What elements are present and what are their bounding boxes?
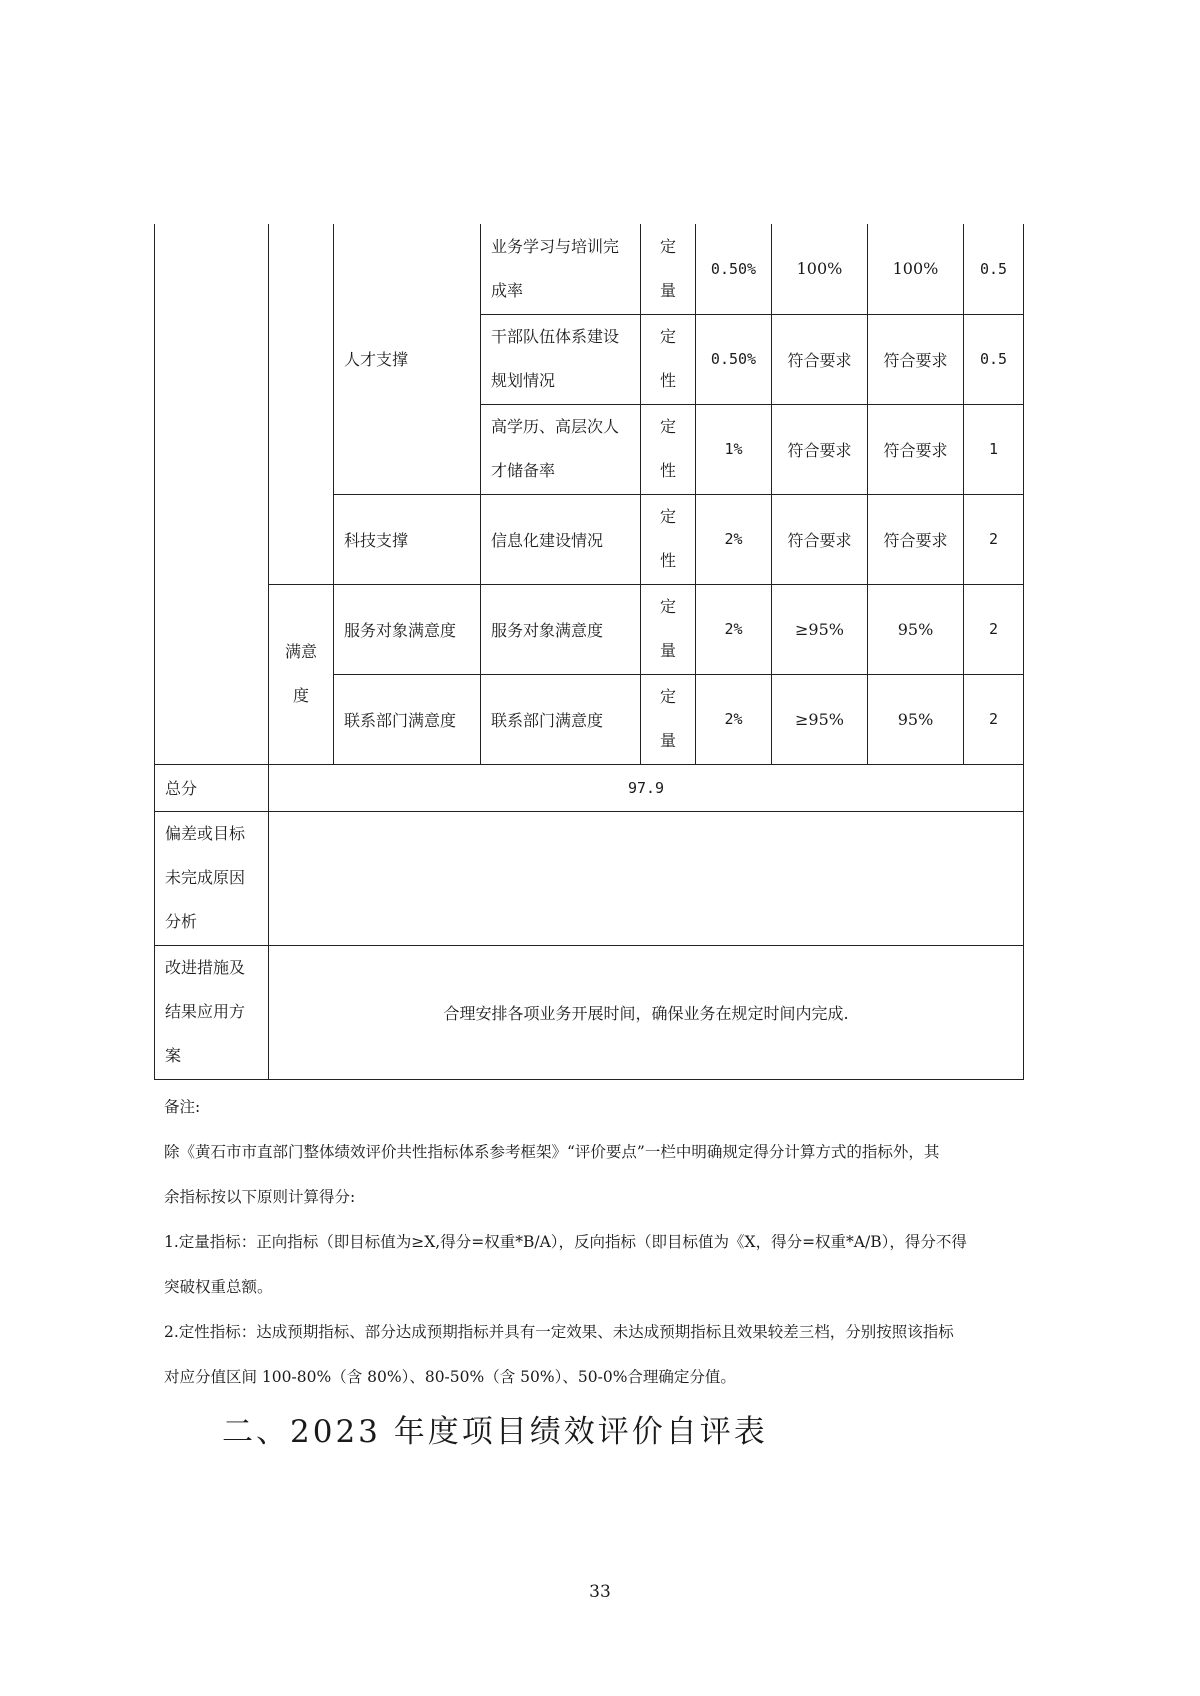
deviation-label: 偏差或目标 未完成原因 分析: [155, 811, 269, 945]
notes-block: [164, 1085, 1004, 1400]
notes-line: 余指标按以下原则计算得分:: [164, 1188, 356, 1206]
page-number: 33: [589, 1582, 611, 1602]
indicator-cell: 干部队伍体系建设 规划情况: [481, 314, 641, 404]
target-cell: ≥95%: [772, 584, 868, 674]
improvement-label: 改进措施及 结果应用方 案: [155, 945, 269, 1079]
group-satisfaction: 满意 度: [269, 584, 334, 764]
type-cell: 定 性: [641, 314, 696, 404]
target-cell: ≥95%: [772, 674, 868, 764]
indicator-cell: 服务对象满意度: [481, 584, 641, 674]
indicator-cell: 业务学习与培训完 成率: [481, 224, 641, 314]
group-dept: 联系部门满意度: [334, 674, 481, 764]
section-title: 二、2023 年度项目绩效评价自评表: [222, 1414, 768, 1450]
score-cell: 1: [964, 404, 1024, 494]
group-tech: 科技支撑: [334, 494, 481, 584]
weight-cell: 2%: [696, 494, 772, 584]
weight-cell: 0.50%: [696, 314, 772, 404]
weight-cell: 1%: [696, 404, 772, 494]
improvement-row: [155, 945, 1024, 1079]
deviation-value: [269, 811, 1024, 945]
total-label: 总分: [155, 764, 269, 811]
group-service: 服务对象满意度: [334, 584, 481, 674]
target-cell: 符合要求: [772, 314, 868, 404]
notes-line: 对应分值区间 100-80%（含 80%）、80-50%（含 50%）、50-0%合理确定分值。: [164, 1368, 736, 1386]
notes-line: 1.定量指标：正向指标（即目标值为≥X,得分=权重*B/A），反向指标（即目标值为《X，得分=权重*A/B），得分不得: [164, 1233, 967, 1251]
actual-cell: 符合要求: [868, 314, 964, 404]
type-cell: 定 量: [641, 224, 696, 314]
notes-line: 2.定性指标：达成预期指标、部分达成预期指标并具有一定效果、未达成预期指标且效果较差三档，分别按照该指标: [164, 1323, 954, 1341]
actual-cell: 95%: [868, 584, 964, 674]
indicator-cell: 联系部门满意度: [481, 674, 641, 764]
score-cell: 2: [964, 584, 1024, 674]
evaluation-table: [154, 224, 1024, 1080]
total-value: 97.9: [269, 764, 1024, 811]
score-cell: 2: [964, 494, 1024, 584]
type-cell: 定 性: [641, 404, 696, 494]
table-row: [155, 584, 1024, 674]
actual-cell: 符合要求: [868, 404, 964, 494]
type-cell: 定 性: [641, 494, 696, 584]
indicator-cell: 高学历、高层次人 才储备率: [481, 404, 641, 494]
notes-line: 除《黄石市市直部门整体绩效评价共性指标体系参考框架》“评价要点”一栏中明确规定得分计算方式的指标外，其: [164, 1143, 940, 1161]
score-cell: 2: [964, 674, 1024, 764]
actual-cell: 符合要求: [868, 494, 964, 584]
weight-cell: 2%: [696, 584, 772, 674]
actual-cell: 100%: [868, 224, 964, 314]
level2-cell: [269, 224, 334, 584]
level1-cell: [155, 224, 269, 764]
target-cell: 符合要求: [772, 404, 868, 494]
group-talent: 人才支撑: [334, 224, 481, 494]
indicator-cell: 信息化建设情况: [481, 494, 641, 584]
total-row: [155, 764, 1024, 811]
weight-cell: 2%: [696, 674, 772, 764]
notes-title: 备注:: [164, 1098, 201, 1116]
improvement-value: 合理安排各项业务开展时间，确保业务在规定时间内完成.: [269, 945, 1024, 1079]
score-cell: 0.5: [964, 224, 1024, 314]
deviation-row: [155, 811, 1024, 945]
score-cell: 0.5: [964, 314, 1024, 404]
type-cell: 定 量: [641, 584, 696, 674]
target-cell: 100%: [772, 224, 868, 314]
actual-cell: 95%: [868, 674, 964, 764]
notes-line: 突破权重总额。: [164, 1278, 273, 1296]
weight-cell: 0.50%: [696, 224, 772, 314]
type-cell: 定 量: [641, 674, 696, 764]
table-row: [155, 224, 1024, 314]
target-cell: 符合要求: [772, 494, 868, 584]
